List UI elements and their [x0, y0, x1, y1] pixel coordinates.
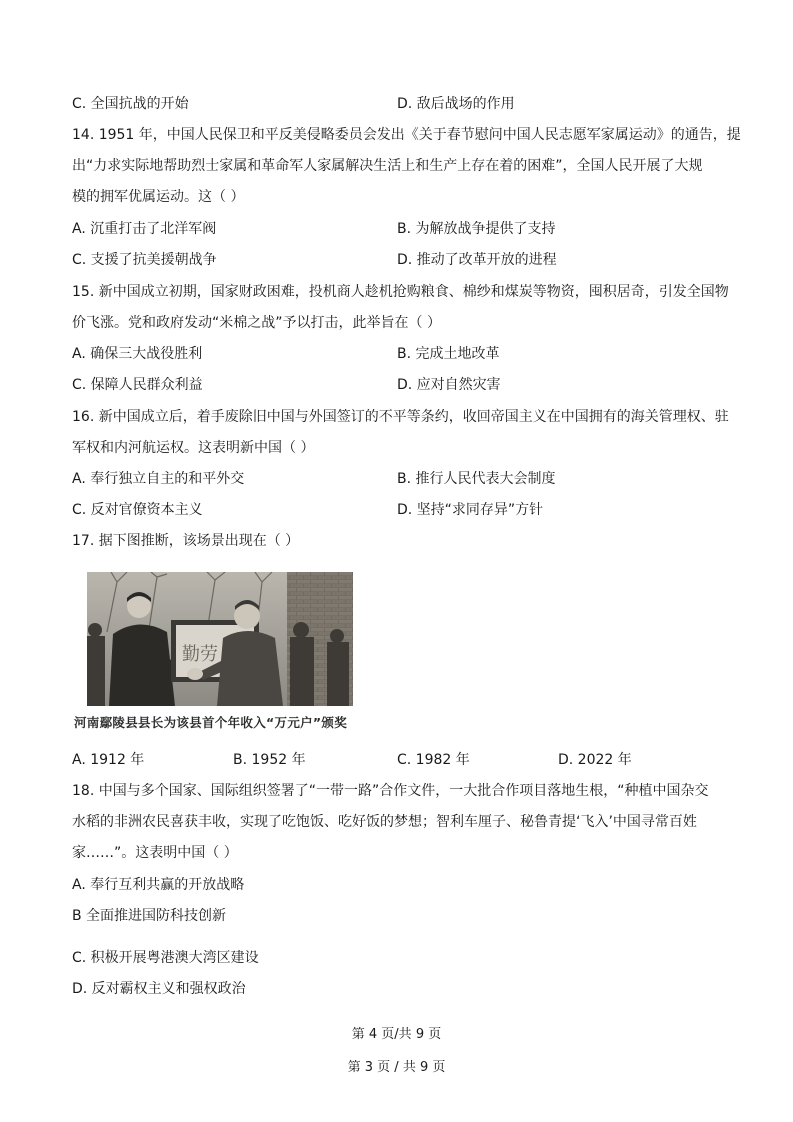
- q14-option-b: B. 为解放战争提供了支持: [397, 221, 556, 237]
- q16-option-c: C. 反对官僚资本主义: [72, 502, 203, 518]
- q17-historical-photo: [87, 572, 353, 706]
- q18-option-a: A. 奉行互利共赢的开放战略: [72, 877, 245, 893]
- q18-option-d: D. 反对霸权主义和强权政治: [72, 981, 246, 997]
- photo-illustration: [87, 572, 353, 706]
- q16-option-b: B. 推行人民代表大会制度: [397, 471, 556, 487]
- q15-option-b: B. 完成土地改革: [397, 346, 500, 362]
- q13-option-c: C. 全国抗战的开始: [72, 96, 189, 112]
- q17-option-a: A. 1912 年: [72, 752, 145, 768]
- q15-option-d: D. 应对自然灾害: [397, 377, 501, 393]
- page-footer-inner: 第 4 页/共 9 页: [351, 1027, 442, 1042]
- q17-option-b: B. 1952 年: [233, 752, 306, 768]
- q18-stem-line-1: 18. 中国与多个国家、国际组织签署了“一带一路”合作文件，一大批合作项目落地生根，“种植中国杂交: [72, 783, 709, 799]
- q16-option-d: D. 坚持“求同存异”方针: [397, 502, 544, 518]
- q18-stem-line-3: 家……”。这表明中国（ ）: [72, 845, 238, 861]
- q15-option-a: A. 确保三大战役胜利: [72, 346, 203, 362]
- q14-option-d: D. 推动了改革开放的进程: [397, 252, 557, 268]
- q17-option-d: D. 2022 年: [558, 752, 632, 768]
- q14-stem-line-2: 出“力求实际地帮助烈士家属和革命军人家属解决生活上和生产上存在着的困难”，全国人民开展了大规: [72, 158, 703, 174]
- q14-option-c: C. 支援了抗美援朝战争: [72, 252, 217, 268]
- q17-stem-line-1: 17. 据下图推断，该场景出现在（ ）: [72, 533, 300, 549]
- q13-option-d: D. 敌后战场的作用: [397, 96, 515, 112]
- q14-stem-line-1: 14. 1951 年，中国人民保卫和平反美侵略委员会发出《关于春节慰问中国人民志愿军家属运动》的通告，提: [72, 127, 741, 143]
- q18-stem-line-2: 水稻的非洲农民喜获丰收，实现了吃饱饭、吃好饭的梦想；智利车厘子、秘鲁青提‘飞入’中国寻常百姓: [72, 814, 697, 830]
- q15-option-c: C. 保障人民群众利益: [72, 377, 203, 393]
- q15-stem-line-1: 15. 新中国成立初期，国家财政困难，投机商人趁机抢购粮食、棉纱和煤炭等物资，囤积居奇，引发全国物: [72, 284, 729, 300]
- page-footer-outer: 第 3 页 / 共 9 页: [347, 1060, 446, 1075]
- q17-photo-caption: 河南鄢陵县县长为该县首个年收入“万元户”颁奖: [74, 715, 348, 730]
- q14-stem-line-3: 模的拥军优属运动。这（ ）: [72, 189, 245, 205]
- q17-option-c: C. 1982 年: [397, 752, 470, 768]
- q18-option-b: B 全面推进国防科技创新: [72, 908, 227, 924]
- q16-option-a: A. 奉行独立自主的和平外交: [72, 471, 245, 487]
- q15-stem-line-2: 价飞涨。党和政府发动“米棉之战”予以打击，此举旨在（ ）: [72, 315, 441, 331]
- q16-stem-line-2: 军权和内河航运权。这表明新中国（ ）: [72, 440, 315, 456]
- svg-text:勤劳: 勤劳: [182, 644, 218, 665]
- q14-option-a: A. 沉重打击了北洋军阀: [72, 221, 217, 237]
- q18-option-c: C. 积极开展粤港澳大湾区建设: [72, 950, 259, 966]
- q16-stem-line-1: 16. 新中国成立后，着手废除旧中国与外国签订的不平等条约，收回帝国主义在中国拥有的海关管理权、驻: [72, 409, 729, 425]
